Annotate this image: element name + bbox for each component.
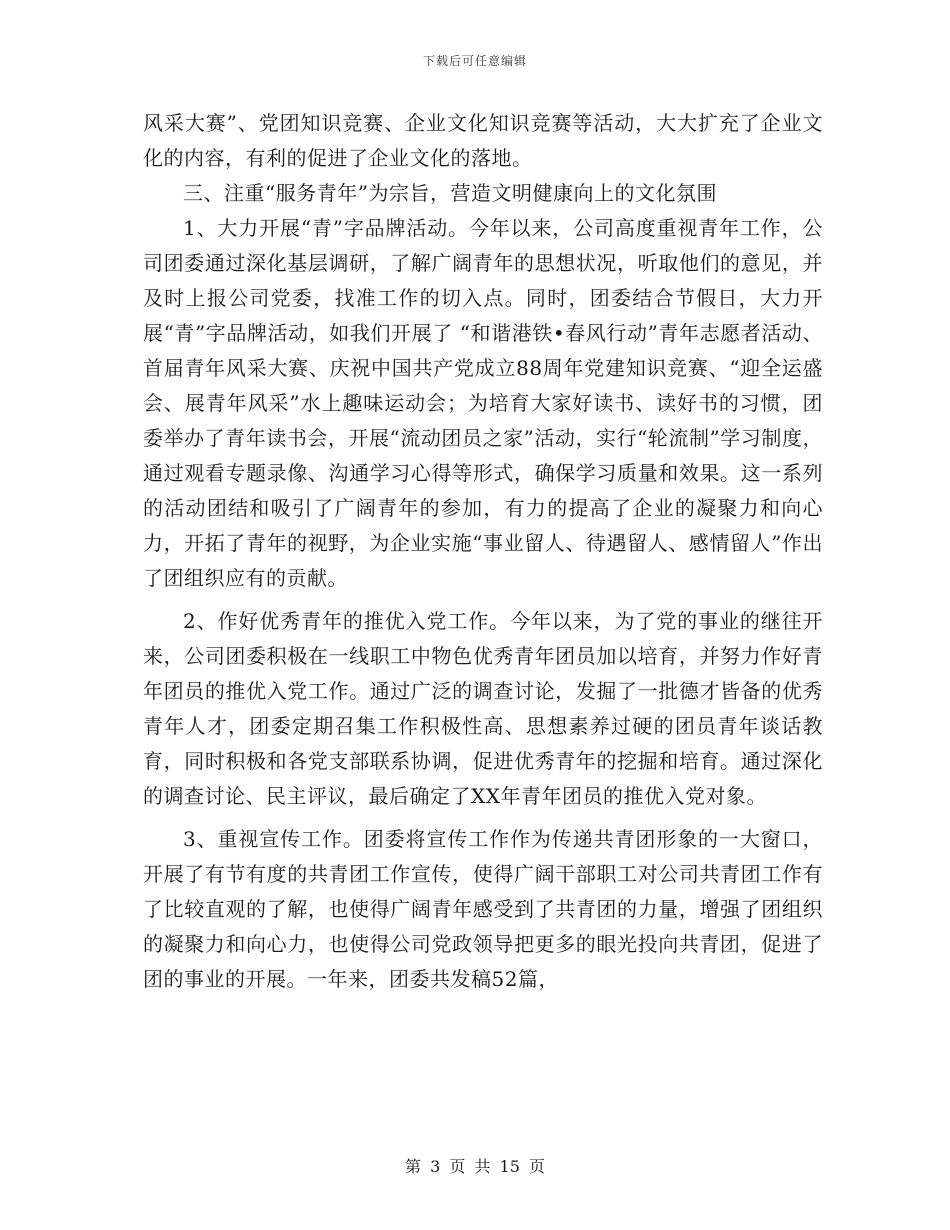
- page-header-note: 下载后可任意编辑: [422, 54, 527, 68]
- paragraph-continuation: 风采大赛”、党团知识竞赛、企业文化知识竞赛等活动，大大扩充了企业文化的内容，有利的促进了企业文化的落地。: [143, 111, 823, 170]
- paragraph-item-2: 2、作好优秀青年的推优入党工作。今年以来，为了党的事业的继往开来，公司团委积极在一线职工中物色优秀青年团员加以培育，并努力作好青年团员的推优入党工作。通过广泛的调查讨论，发掘了一批德才皆备的优秀青年人才，团委定期召集工作积极性高、思想素养过硬的团员青年谈话教育，同时积极和各党支部联系协调，促进优秀青年的挖掘和培育。通过深化的调查讨论、民主评议，最后确定了XX年青年团员的推优入党对象。: [143, 609, 823, 808]
- paragraph-item-1: 1、大力开展“青”字品牌活动。今年以来，公司高度重视青年工作，公司团委通过深化基层调研，了解广阔青年的思想状况，听取他们的意见，并及时上报公司党委，找准工作的切入点。同时，团委结合节假日，大力开展“青”字品牌活动，如我们开展了 “和谐港铁•春风行动”青年志愿者活动、首届青年风采大赛、庆祝中国共产党成立88周年党建知识竞赛、“迎全运盛会、展青年风采”水上趣味运动会；为培育大家好读书、读好书的习惯，团委举办了青年读书会，开展“流动团员之家”活动，实行“轮流制”学习制度，通过观看专题录像、沟通学习心得等形式，确保学习质量和效果。这一系列的活动团结和吸引了广阔青年的参加，有力的提高了企业的凝聚力和向心力，开拓了青年的视野，为企业实施“事业留人、待遇留人、感情留人”作出了团组织应有的贡献。: [143, 216, 823, 590]
- section-heading: 三、注重“服务青年”为宗旨，营造文明健康向上的文化氛围: [183, 181, 717, 205]
- page-number-footer: 第 3 页 共 15 页: [405, 1157, 545, 1176]
- paragraph-item-3: 3、重视宣传工作。团委将宣传工作作为传递共青团形象的一大窗口，开展了有节有度的共青团工作宣传，使得广阔干部职工对公司共青团工作有了比较直观的了解，也使得广阔青年感受到了共青团的力量，增强了团组织的凝聚力和向心力，也使得公司党政领导把更多的眼光投向共青团，促进了团的事业的开展。一年来，团委共发稿52篇，: [143, 827, 823, 991]
- document-body: [143, 106, 823, 997]
